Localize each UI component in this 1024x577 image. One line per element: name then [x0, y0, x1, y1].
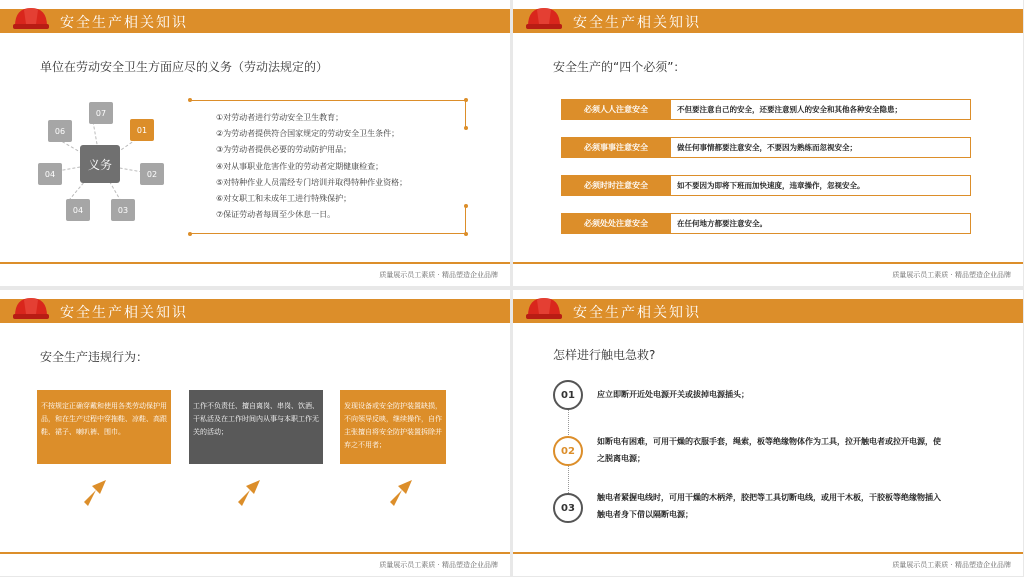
slide-header	[0, 9, 510, 33]
must-tag: 必须人人注意安全	[561, 99, 671, 120]
footer-divider	[0, 552, 510, 554]
helmet-icon	[12, 294, 50, 322]
slide-subtitle: 安全生产违规行为：	[40, 350, 149, 364]
header-title: 安全生产相关知识	[573, 15, 701, 31]
list-item: ④对从事职业危害作业的劳动者定期健康检查；	[216, 161, 384, 171]
header-title: 安全生产相关知识	[60, 305, 188, 321]
node-01: 01	[130, 119, 154, 141]
list-item: ①对劳动者进行劳动安全卫生教育；	[216, 113, 344, 122]
must-desc: 不但要注意自己的安全，还要注意别人的安全和其他各种安全隐患；	[671, 99, 971, 120]
slide-subtitle: 安全生产的“四个必须”：	[553, 60, 686, 74]
slide-subtitle: 怎样进行触电急救?	[553, 348, 656, 362]
must-desc: 如不要因为即将下班而加快速度，违章操作，忽视安全。	[671, 175, 971, 196]
list-item: ⑤对特种作业人员需经专门培训并取得特种作业资格；	[216, 177, 408, 187]
step-number: 03	[553, 493, 583, 523]
step-number: 02	[553, 436, 583, 466]
slide-duties[interactable]	[0, 0, 510, 286]
slide-violations[interactable]	[0, 290, 510, 576]
footer-divider	[513, 262, 1023, 264]
must-tag: 必须时时注意安全	[561, 175, 671, 196]
must-desc: 在任何地方都要注意安全。	[671, 213, 971, 234]
slide-electric-rescue[interactable]	[513, 290, 1023, 576]
duty-list	[216, 110, 407, 223]
must-tag: 必须处处注意安全	[561, 213, 671, 234]
list-item	[561, 175, 973, 196]
header-title: 安全生产相关知识	[60, 15, 188, 31]
arrow-c-icon	[386, 476, 416, 506]
list-item: ⑦保证劳动者每周至少休息一日。	[216, 210, 336, 220]
violation-box-b: 工作不负责任、擅自离岗、串岗、饮酒、干私活及在工作时间内从事与本职工作无关的活动；	[189, 390, 323, 464]
list-item: ⑥对女职工和未成年工进行特殊保护；	[216, 194, 352, 204]
node-04-left: 04	[38, 163, 62, 185]
slide-subtitle: 单位在劳动安全卫生方面应尽的义务（劳动法规定的）	[40, 60, 329, 74]
footer-divider	[513, 552, 1023, 554]
violation-box-c: 发现设备或安全防护装置缺损，不向领导反映，继续操作，自作主张擅自将安全防护装置拆除并弃之不用者；	[340, 390, 446, 464]
list-item: ②为劳动者提供符合国家规定的劳动安全卫生条件；	[216, 129, 400, 139]
must-tag: 必须事事注意安全	[561, 137, 671, 158]
footer-text: 质量展示员工素质 · 精品塑造企业品牌	[379, 561, 498, 569]
duty-center-node: 义务	[80, 145, 120, 183]
arrow-letter: C	[400, 492, 405, 500]
list-item	[561, 137, 973, 158]
footer-text: 质量展示员工素质 · 精品塑造企业品牌	[379, 271, 498, 279]
step-number: 01	[553, 380, 583, 410]
arrow-a-icon	[80, 476, 110, 506]
step-text: 应立即断开近处电源开关或拔掉电源插头；	[597, 390, 749, 399]
node-06: 06	[48, 120, 72, 142]
list-item: ③为劳动者提供必要的劳动防护用品；	[216, 145, 352, 155]
node-04-bottom: 04	[66, 199, 90, 221]
slide-header	[513, 9, 1023, 33]
slide-header	[0, 299, 510, 323]
helmet-icon	[525, 4, 563, 32]
list-item	[561, 99, 973, 120]
arrow-letter: A	[94, 492, 99, 500]
list-item	[561, 213, 973, 234]
step-text: 如断电有困难，可用干燥的衣服手套，绳索，板等绝缘物体作为工具，拉开触电者或拉开电源，使之脱离电源；	[597, 437, 941, 463]
helmet-icon	[12, 4, 50, 32]
arrow-letter: B	[248, 492, 253, 500]
violation-box-a: 不按规定正确穿戴和使用各类劳动保护用品，和在生产过程中穿拖鞋、凉鞋、高跟鞋、裙子、喇叭裤、围巾。	[37, 390, 171, 464]
helmet-icon	[525, 294, 563, 322]
slide-header	[513, 299, 1023, 323]
slide-four-musts[interactable]	[513, 0, 1023, 286]
node-03: 03	[111, 199, 135, 221]
node-07: 07	[89, 102, 113, 124]
footer-text: 质量展示员工素质 · 精品塑造企业品牌	[892, 271, 1011, 279]
header-title: 安全生产相关知识	[573, 305, 701, 321]
footer-text: 质量展示员工素质 · 精品塑造企业品牌	[892, 561, 1011, 569]
footer-divider	[0, 262, 510, 264]
node-02: 02	[140, 163, 164, 185]
step-text: 触电者紧握电线时，可用干燥的木柄斧，胶把等工具切断电线，或用干木板，干胶板等绝缘物插入触电者身下借以隔断电源；	[597, 493, 941, 519]
must-desc: 做任何事情都要注意安全，不要因为熟练而忽视安全；	[671, 137, 971, 158]
arrow-b-icon	[234, 476, 264, 506]
